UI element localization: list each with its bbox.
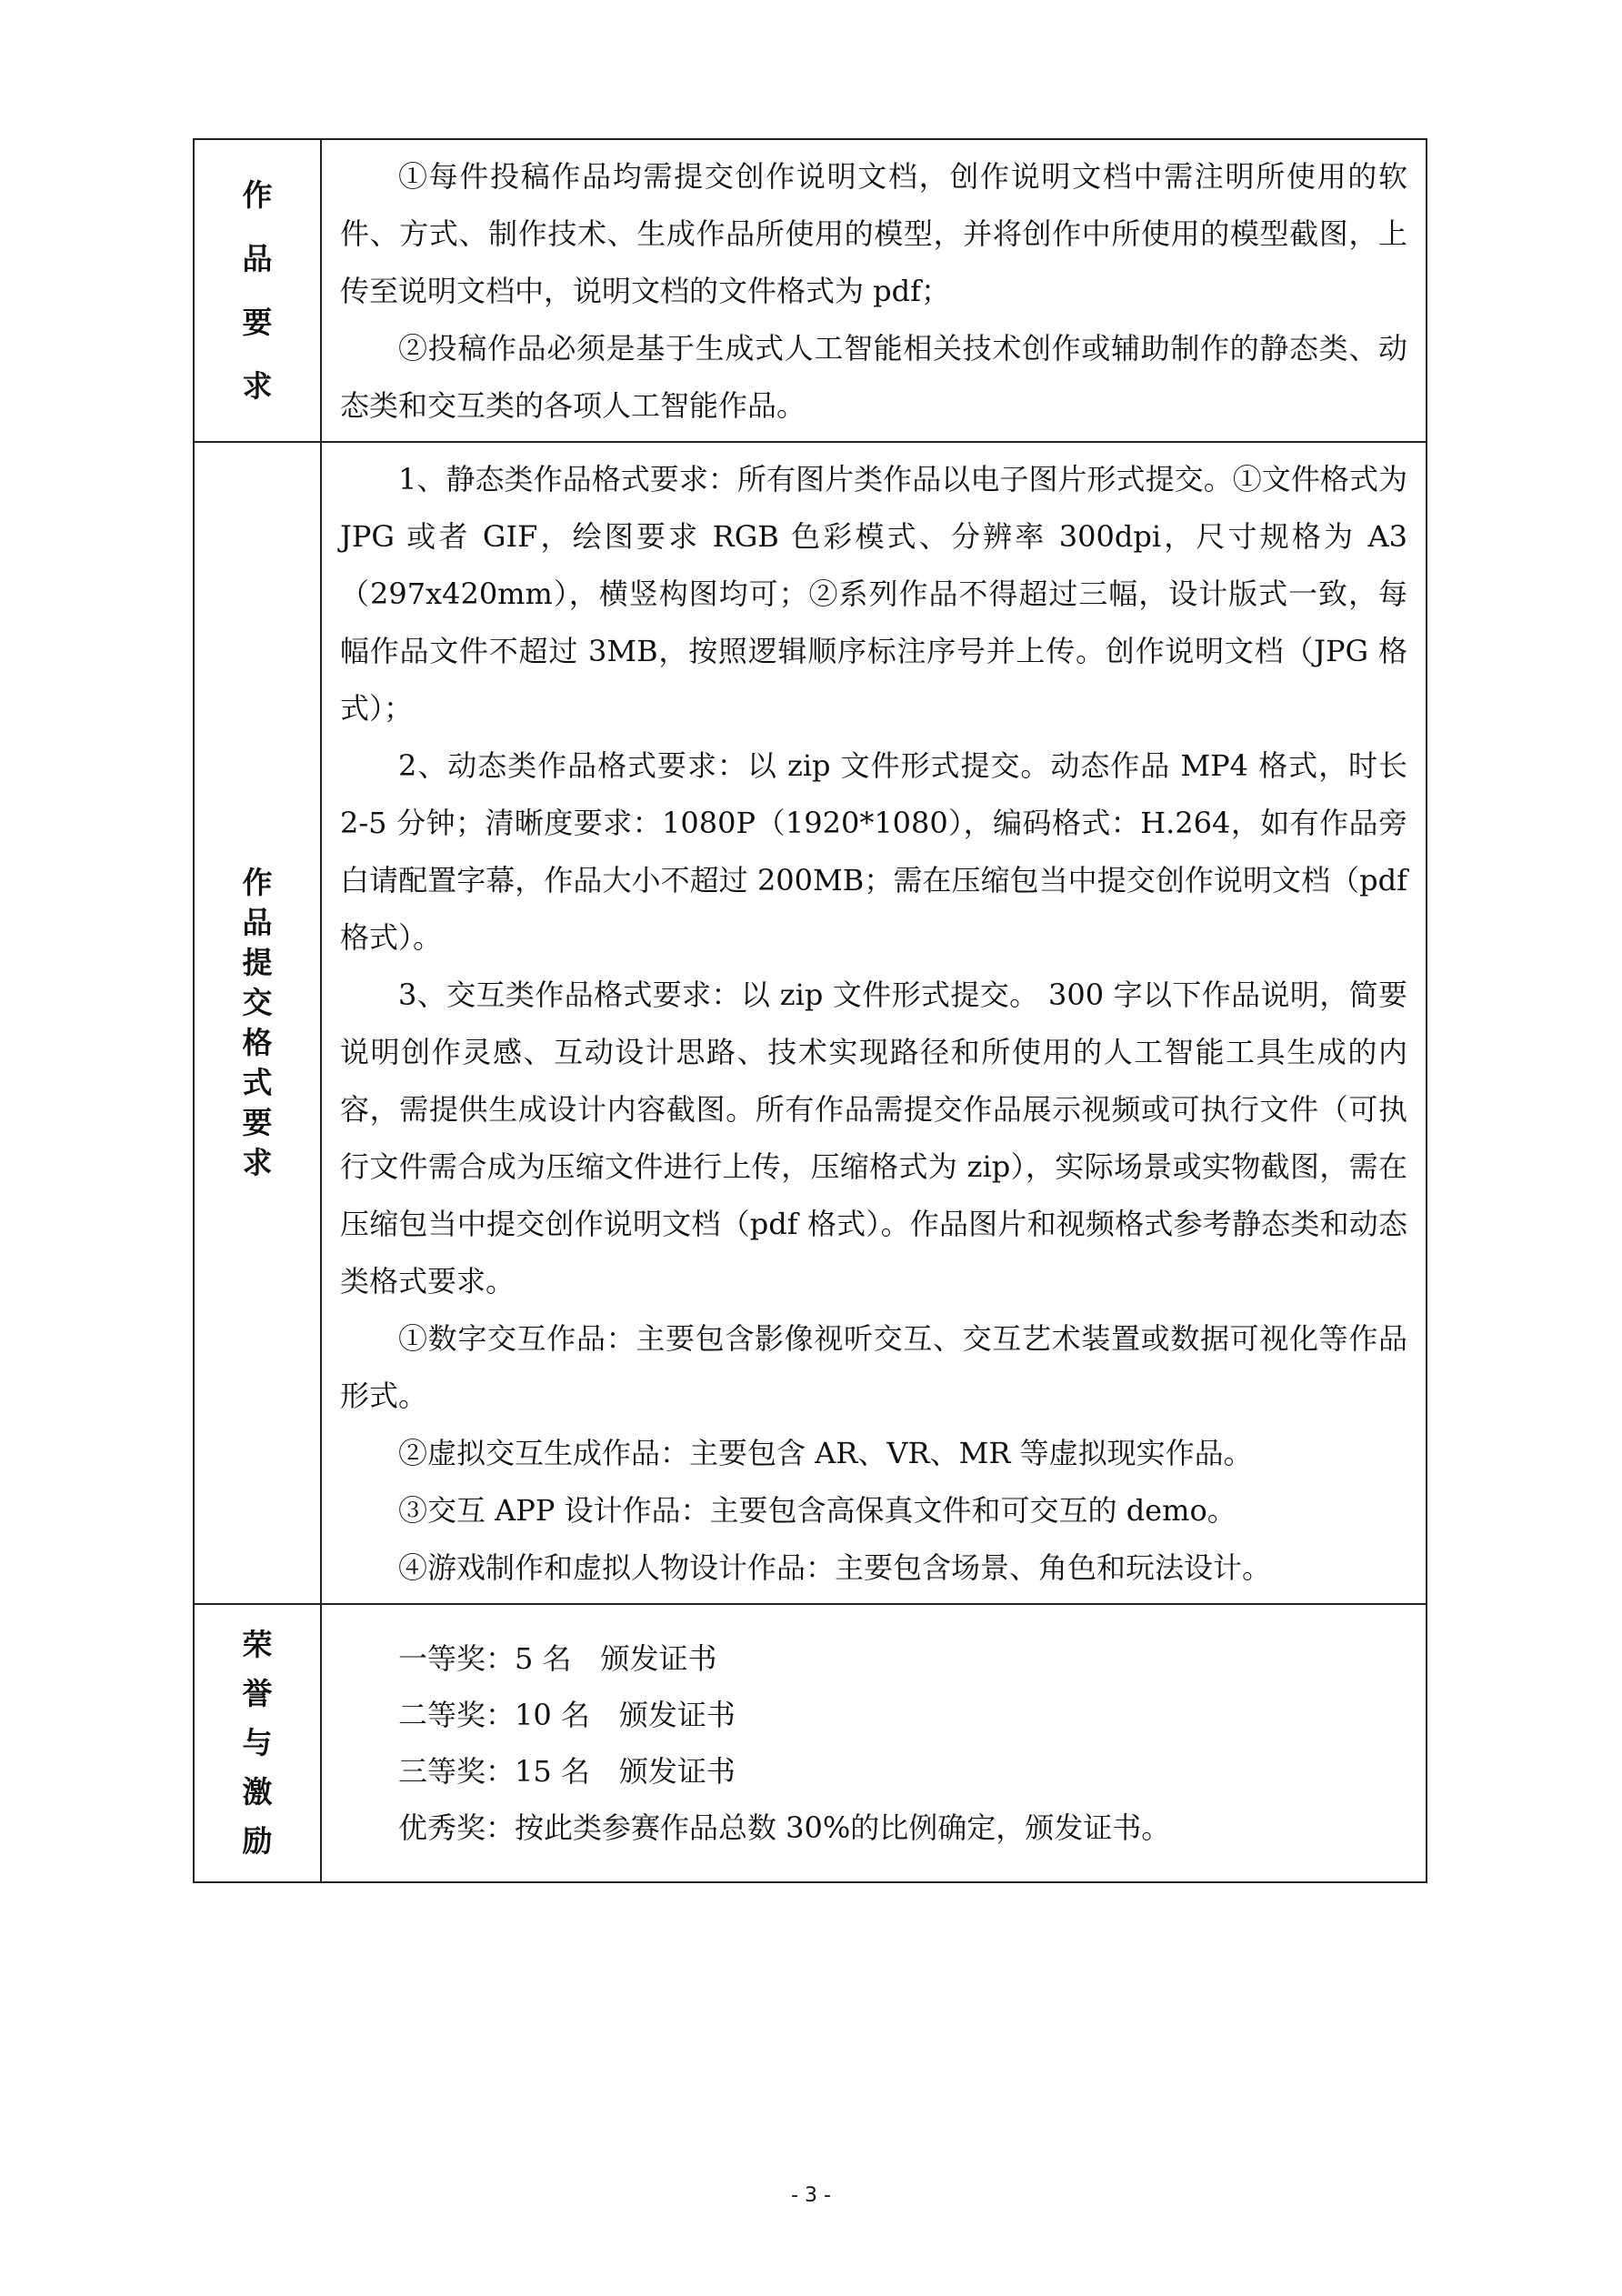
paragraph: ①每件投稿作品均需提交创作说明文档，创作说明文档中需注明所使用的软件、方式、制作技术、生成作品所使用的模型，并将创作中所使用的模型截图，上传至说明文档中，说明文档的文件格式为 pdf； [340,159,1407,308]
label-char: 交 [242,985,273,1020]
label-char: 励 [242,1823,273,1859]
paragraph: ③交互 APP 设计作品：主要包含高保真文件和可交互的 demo。 [398,1493,1237,1528]
label-char: 求 [242,1145,273,1180]
requirements-table [193,138,1427,1883]
paragraph: 1、静态类作品格式要求：所有图片类作品以电子图片形式提交。①文件格式为 JPG 或者 GIF，绘图要求 RGB 色彩模式、分辨率 300dpi，尺寸规格为 A3（297x420mm），横竖构图均可；②系列作品不得超过三幅，设计版式一致，每幅作品文件不超过 3MB，按照逻辑顺序标注序号并上传。创作说明文档（JPG 格式）； [340,462,1407,726]
row-content-submission-format [321,442,1427,1604]
label-char: 作 [242,176,273,213]
label-char: 式 [242,1065,273,1100]
label-char: 作 [242,865,273,900]
label-char: 激 [242,1774,273,1810]
paragraph: 3、交互类作品格式要求：以 zip 文件形式提交。 300 字以下作品说明，简要说明创作灵感、互动设计思路、技术实现路径和所使用的人工智能工具生成的内容，需提供生成设计内容截图。所有作品需提交作品展示视频或可执行文件（可执行文件需合成为压缩文件进行上传，压缩格式为 zip），实际场景或实物截图，需在压缩包当中提交创作说明文档（pdf 格式）。作品图片和视频格式参考静态类和动态类格式要求。 [340,978,1407,1298]
award-line: 二等奖：10 名 颁发证书 [398,1698,736,1732]
paragraph: ④游戏制作和虚拟人物设计作品：主要包含场景、角色和玩法设计。 [398,1550,1272,1585]
label-char: 品 [242,905,273,940]
row-label-honors [194,1604,321,1882]
label-char: 格 [242,1025,273,1060]
row-label-work-requirements [194,139,321,442]
table-row-submission-format [194,442,1427,1604]
award-line: 优秀奖：按此类参赛作品总数 30%的比例确定，颁发证书。 [398,1810,1171,1845]
label-char: 要 [242,1105,273,1140]
paragraph: ②投稿作品必须是基于生成式人工智能相关技术创作或辅助制作的静态类、动态类和交互类的各项人工智能作品。 [340,331,1407,423]
label-char: 要 [242,304,273,340]
label-char: 求 [242,367,273,404]
paragraph: ①数字交互作品：主要包含影像视听交互、交互艺术装置或数据可视化等作品形式。 [340,1321,1407,1413]
row-content-work-requirements [321,139,1427,442]
row-label-submission-format [194,442,321,1604]
award-line: 三等奖：15 名 颁发证书 [398,1754,736,1789]
row-content-honors [321,1604,1427,1882]
paragraph: 2、动态类作品格式要求：以 zip 文件形式提交。动态作品 MP4 格式，时长 2-5 分钟；清晰度要求：1080P（1920*1080），编码格式：H.264，如有作品旁白请配置字幕，作品大小不超过 200MB；需在压缩包当中提交创作说明文档（pdf 格式）。 [340,748,1407,955]
label-char: 荣 [242,1627,273,1662]
label-char: 品 [242,240,273,276]
label-char: 与 [242,1725,273,1760]
page-number: - 3 - [791,2184,831,2207]
label-char: 誉 [242,1676,273,1711]
label-char: 提 [242,945,273,980]
paragraph: ②虚拟交互生成作品：主要包含 AR、VR、MR 等虚拟现实作品。 [398,1436,1253,1470]
table-row-work-requirements [194,139,1427,442]
award-line: 一等奖：5 名 颁发证书 [398,1641,717,1676]
table-row-honors [194,1604,1427,1882]
